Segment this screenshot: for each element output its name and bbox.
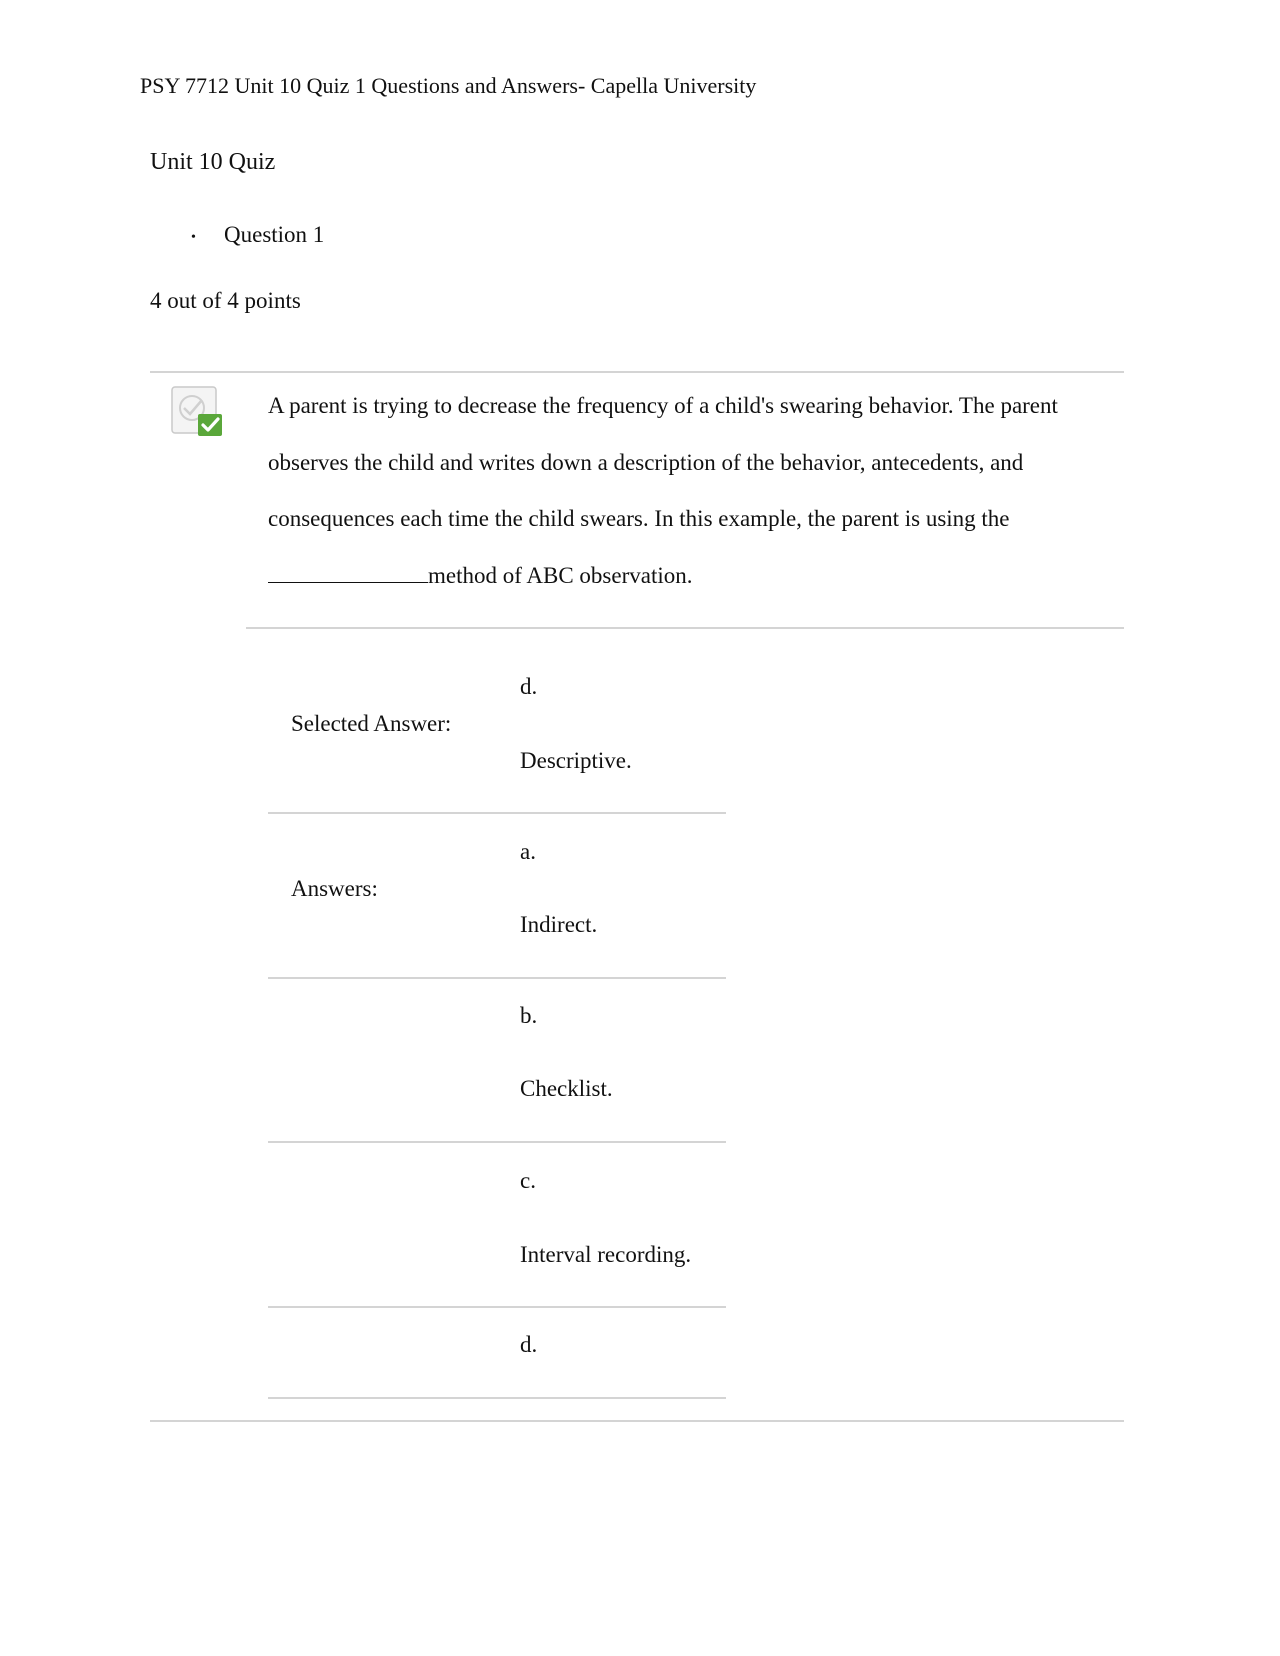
divider-bottom xyxy=(150,1420,1124,1422)
question-label: Question 1 xyxy=(224,222,325,247)
selected-answer-text: Descriptive. xyxy=(520,748,632,773)
answer-b-letter: b. xyxy=(520,1003,538,1028)
row-divider xyxy=(268,812,726,814)
question-text xyxy=(268,378,1088,604)
answer-b-text: Checklist. xyxy=(520,1076,613,1101)
row-divider xyxy=(268,1397,726,1399)
document-title: PSY 7712 Unit 10 Quiz 1 Questions and Answers- Capella University xyxy=(140,73,757,98)
answer-a-letter: a. xyxy=(520,839,536,864)
divider-top xyxy=(150,371,1124,373)
row-divider xyxy=(268,1306,726,1308)
row-divider xyxy=(268,1141,726,1143)
answer-a-text: Indirect. xyxy=(520,912,598,937)
answer-d-letter: d. xyxy=(520,1332,538,1357)
bullet-icon: • xyxy=(191,230,196,245)
row-divider xyxy=(268,977,726,979)
answer-c-letter: c. xyxy=(520,1168,536,1193)
divider-question xyxy=(246,627,1124,629)
selected-answer-letter: d. xyxy=(520,674,538,699)
answers-label: Answers: xyxy=(291,876,378,901)
quiz-title: Unit 10 Quiz xyxy=(150,149,276,175)
question-text-before-blank: A parent is trying to decrease the frequency of a child's swearing behavior. The parent observes the child and writes down a description of the behavior, antecedents, and consequences each time the child swears. In this example, the parent is using the xyxy=(268,393,1058,531)
question-text-after-blank: method of ABC observation. xyxy=(428,562,693,588)
selected-answer-label: Selected Answer: xyxy=(291,711,452,736)
answer-blank xyxy=(268,560,428,583)
points-score: 4 out of 4 points xyxy=(150,288,301,313)
correct-checkmark-icon xyxy=(170,384,226,440)
answer-c-text: Interval recording. xyxy=(520,1242,692,1267)
